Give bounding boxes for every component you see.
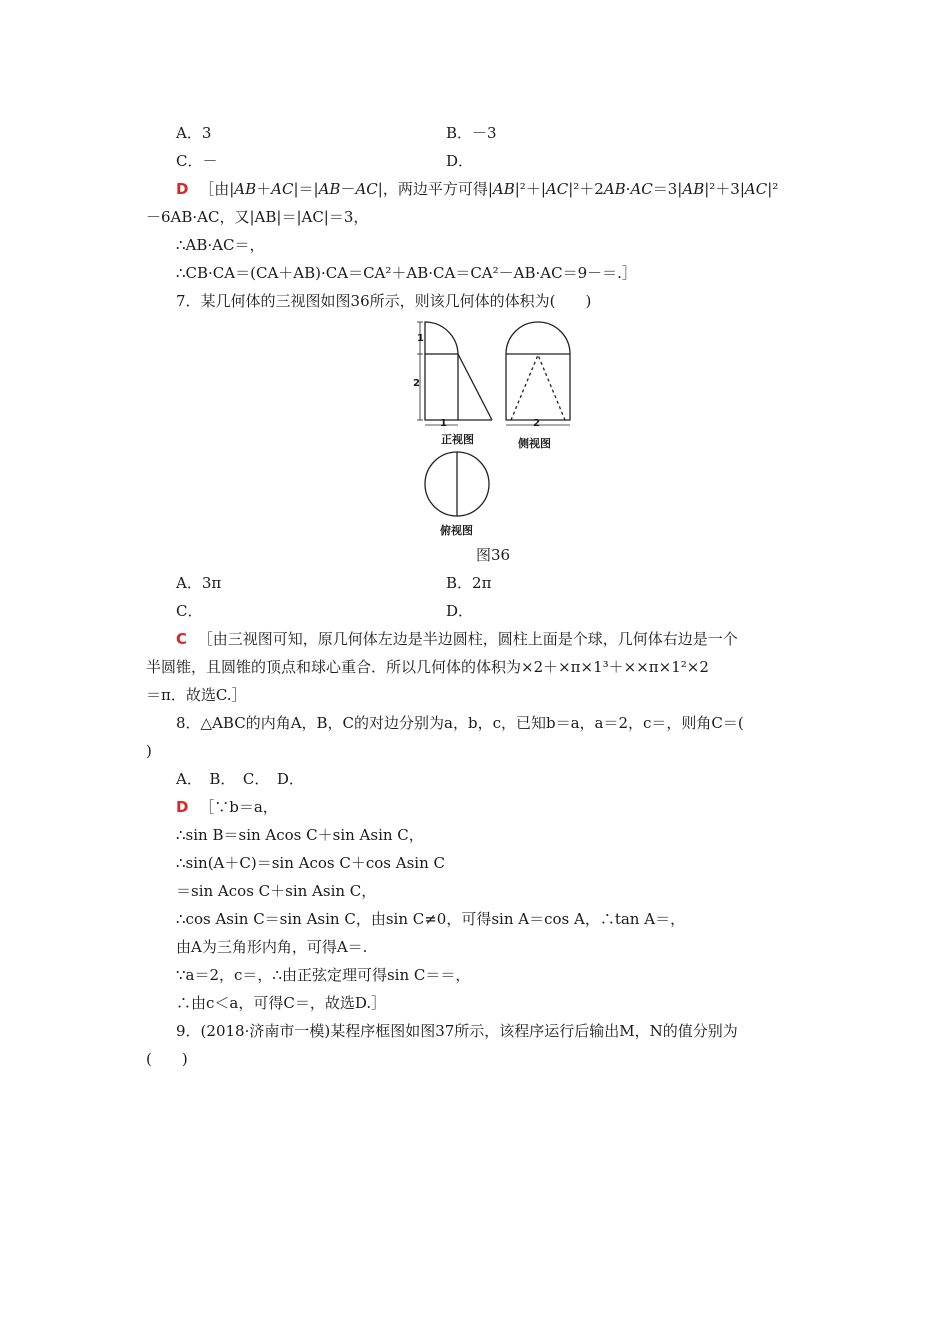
text: AB	[682, 180, 705, 198]
q7-option-a: A．3π	[176, 574, 222, 592]
text: ［∵b＝a，	[199, 798, 278, 816]
side-view-dashed-triangle	[511, 355, 565, 420]
text: ［由|	[199, 180, 235, 198]
q8-solution-line-6: 由A为三角形内角，可得A＝.	[176, 938, 368, 956]
q7-stem: 7．某几何体的三视图如图36所示，则该几何体的体积为( )	[176, 292, 592, 310]
q6-solution-line-4: ∴CB·CA＝(CA＋AB)·CA＝CA²＋AB·CA＝CA²－AB·AC＝9－＝.］	[176, 264, 637, 282]
q7-solution-line-3: ＝π．故选C.］	[146, 686, 247, 704]
q6-solution-line-1	[176, 179, 778, 199]
q8-solution-line-1	[176, 797, 278, 817]
text: |²＋3|	[704, 180, 745, 198]
front-view-rect	[425, 354, 458, 420]
q8-stem-line-2: )	[146, 742, 152, 760]
q8-options: A． B． C． D．	[176, 770, 304, 788]
q6-answer-letter: D	[176, 180, 189, 198]
text: AC	[630, 180, 653, 198]
top-view-label: 俯视图	[440, 524, 473, 537]
q9-stem-line-1: 9．(2018·济南市一模)某程序框图如图37所示，该程序运行后输出M，N的值分别为	[176, 1022, 738, 1040]
q8-answer-letter: D	[176, 798, 189, 816]
q8-solution-line-8: ∴由c＜a，可得C＝，故选D.］	[176, 994, 387, 1012]
text: ＝3|	[652, 180, 683, 198]
text: |²＋2	[568, 180, 604, 198]
q6-option-a: A．3	[176, 124, 212, 142]
text: |＝|	[293, 180, 319, 198]
q7-option-d: D．	[446, 602, 474, 620]
q8-solution-line-2: ∴sin B＝sin Acos C＋sin Asin C，	[176, 826, 424, 844]
side-view-outline	[506, 322, 570, 420]
q7-answer-letter: C	[176, 630, 188, 648]
text: ［由三视图可知，原几何体左边是半边圆柱，圆柱上面是个球，几何体右边是一个	[197, 630, 738, 648]
text: AC	[545, 180, 569, 198]
dim-label-1-top: 1	[417, 333, 424, 344]
text: |²	[767, 180, 779, 198]
q8-solution-line-3: ∴sin(A＋C)＝sin Acos C＋cos Asin C	[176, 854, 445, 872]
q8-solution-line-7: ∵a＝2，c＝，∴由正弦定理可得sin C＝＝，	[176, 966, 471, 984]
text: |²＋|	[514, 180, 546, 198]
q8-solution-line-5: ∴cos Asin C＝sin Asin C，由sin C≠0，可得sin A＝cos A，∴tan A＝，	[176, 910, 686, 928]
q9-stem-line-2: ( )	[146, 1050, 188, 1068]
q6-option-d: D．	[446, 152, 474, 170]
front-view-quarter-arc	[425, 322, 458, 354]
text: AC	[355, 180, 378, 198]
front-view-label: 正视图	[441, 433, 474, 446]
dim-label-2-left: 2	[413, 378, 420, 389]
q8-stem-line-1: 8．△ABC的内角A，B，C的对边分别为a，b，c，已知b＝a，a＝2，c＝，则角C＝(	[176, 714, 744, 732]
q7-solution-line-2: 半圆锥，且圆锥的顶点和球心重合．所以几何体的体积为×2＋×π×1³＋××π×1²×2	[146, 658, 709, 676]
q6-option-b: B．－3	[446, 124, 497, 142]
text: AC	[271, 180, 294, 198]
q7-solution-line-1	[176, 629, 738, 649]
dim-label-1-bottom: 1	[440, 418, 447, 429]
q6-solution-line-2: －6AB·AC，又|AB|＝|AC|＝3，	[146, 208, 369, 226]
q6-option-c: C．－	[176, 152, 218, 170]
dim-label-2-side: 2	[533, 418, 540, 429]
q6-solution-line-3: ∴AB·AC＝，	[176, 236, 265, 254]
text: －	[340, 180, 356, 198]
q7-option-c: C．	[176, 602, 203, 620]
text: |，两边平方可得|	[377, 180, 493, 198]
text: AC	[744, 180, 768, 198]
q8-solution-line-4: ＝sin Acos C＋sin Asin C，	[176, 882, 377, 900]
text: ＋	[256, 180, 272, 198]
figure-caption: 图36	[476, 546, 511, 564]
side-view-label: 侧视图	[518, 437, 551, 450]
front-view-cone-edge	[458, 354, 492, 420]
text: ·	[625, 180, 631, 198]
text: AB	[603, 180, 626, 198]
text: AB	[318, 180, 341, 198]
text: AB	[234, 180, 257, 198]
three-view-figure	[405, 318, 605, 543]
text: AB	[492, 180, 515, 198]
q7-option-b: B．2π	[446, 574, 492, 592]
